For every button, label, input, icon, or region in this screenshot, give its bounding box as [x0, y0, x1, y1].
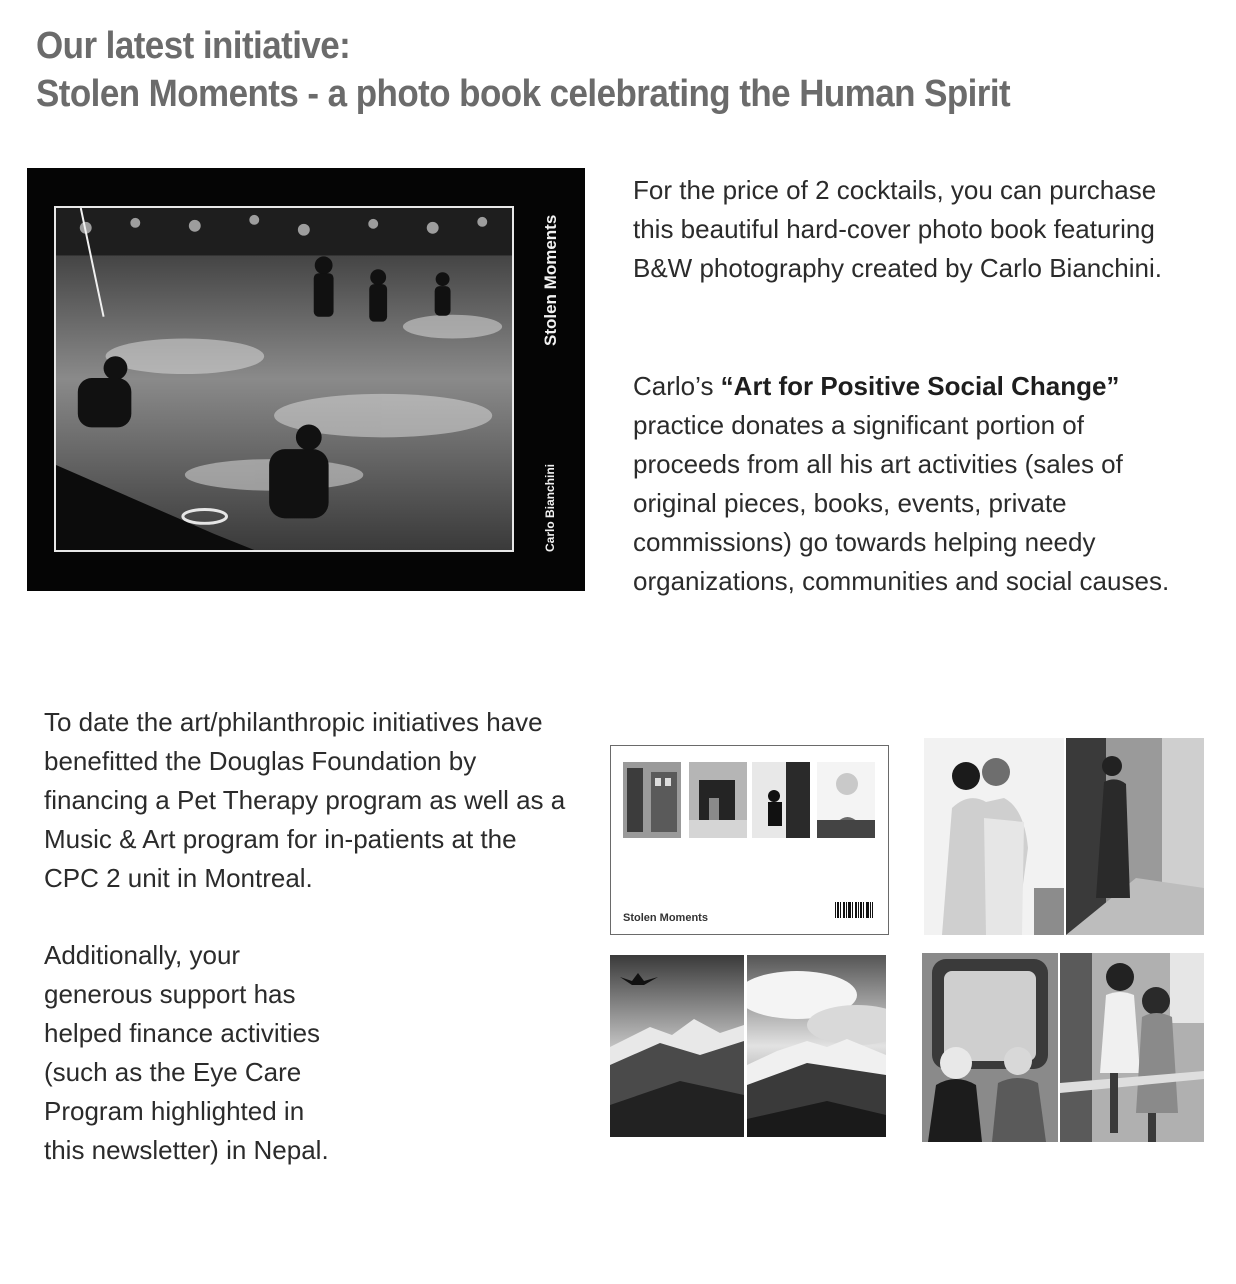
heading-line-1: Our latest initiative:: [36, 25, 351, 67]
photo-mountain-bird: [610, 955, 744, 1137]
back-cover-photo-2: [689, 762, 747, 838]
additional-paragraph: Additionally, your generous support has helped finance activities (such as the Eye Care Program highlighted in this newsletter) in Nepal.: [44, 940, 329, 1165]
photo-couple-walkway: [1066, 738, 1204, 935]
barcode-icon: [833, 898, 875, 924]
back-cover-title: Stolen Moments: [623, 912, 708, 924]
intro-paragraph: For the price of 2 cocktails, you can purchase this beautiful hard-cover photo book featuring B&W photography created by Carlo Bianchini.: [633, 175, 1162, 283]
photo-couple-embrace: [924, 738, 1064, 935]
cover-photo-fountain: [54, 206, 514, 552]
back-cover-photo-3: [752, 762, 810, 838]
practice-emphasis: “Art for Positive Social Change”: [720, 371, 1120, 401]
page-heading: [36, 22, 1010, 118]
photo-elderly-couple-bus: [922, 953, 1058, 1142]
practice-lead: Carlo’s: [633, 371, 721, 401]
back-cover-photo-1: [623, 762, 681, 838]
photo-children-smiling: [1060, 953, 1204, 1142]
practice-paragraph: [633, 367, 1193, 601]
book-back-cover-image: [610, 745, 889, 935]
cover-spine-title: Stolen Moments: [541, 214, 560, 346]
photo-mountain-clouds: [747, 955, 886, 1137]
practice-rest: practice donates a significant portion of proceeds from all his art activities (sales of original pieces, books, events, private commissions) go towards helping needy organizations, communities and social causes.: [633, 410, 1170, 596]
back-cover-photo-4: [817, 762, 875, 838]
benefits-paragraph: To date the art/philanthropic initiatives have benefitted the Douglas Foundation by financing a Pet Therapy program as well as a Music & Art program for in-patients at the CPC 2 unit in Montreal.: [44, 707, 566, 893]
book-cover-image: [27, 168, 585, 591]
heading-line-2: Stolen Moments - a photo book celebrating the Human Spirit: [36, 73, 1011, 115]
cover-spine-author: Carlo Bianchini: [543, 463, 557, 552]
